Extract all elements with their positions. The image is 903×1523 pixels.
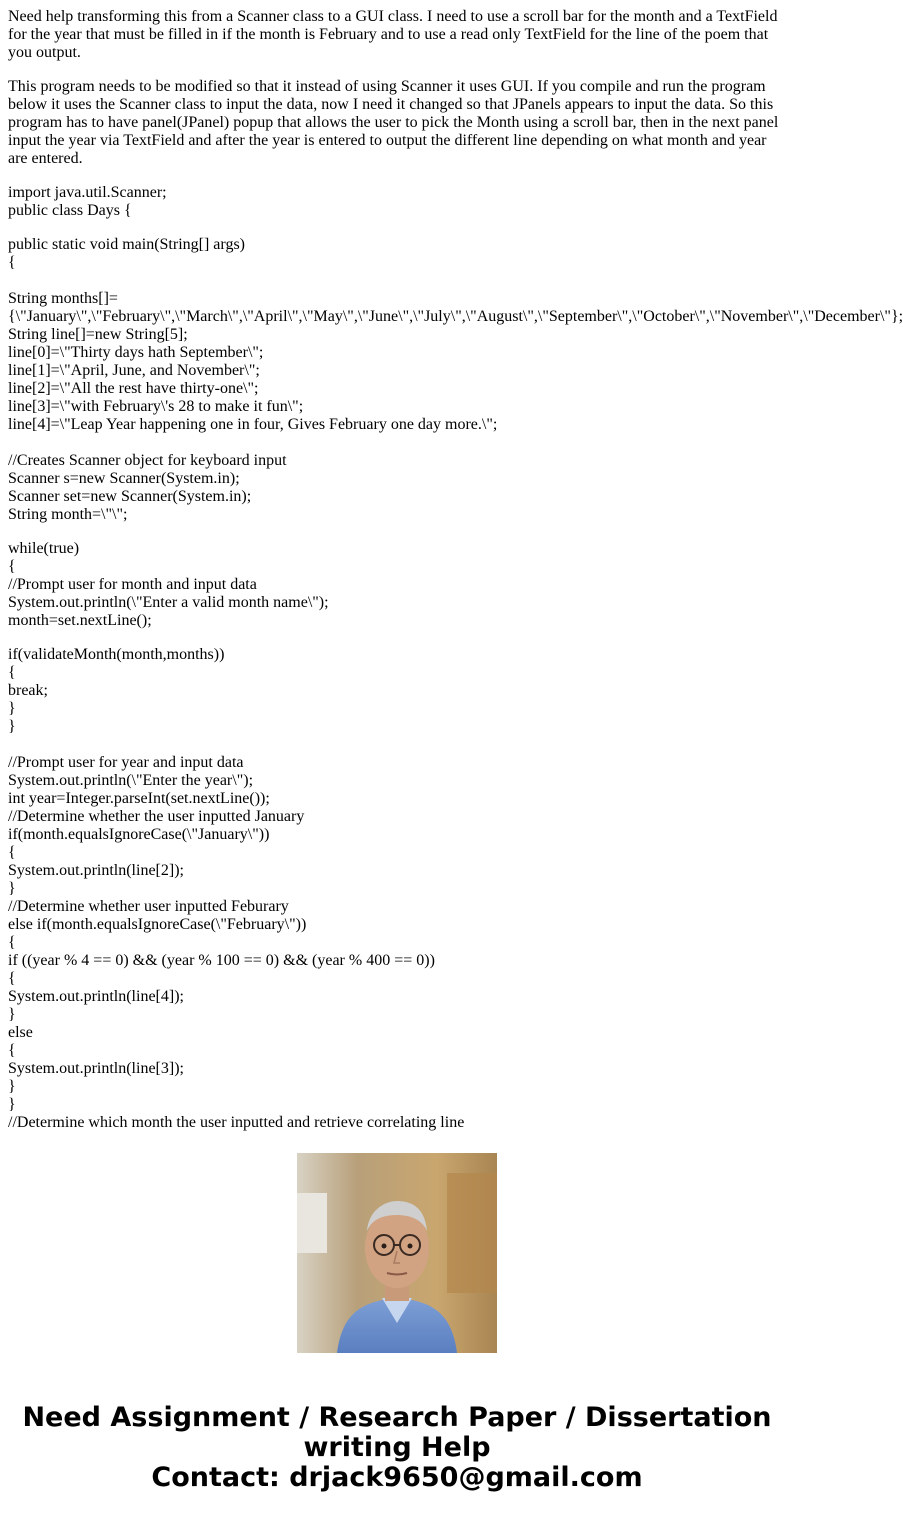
code-line: { — [8, 254, 16, 271]
code-line: { — [8, 558, 16, 575]
code-line: System.out.println(\"Enter the year\"); — [8, 772, 254, 789]
code-line: import java.util.Scanner; — [8, 184, 167, 201]
code-line: } — [8, 880, 16, 897]
code-line: if ((year % 4 == 0) && (year % 100 == 0) && (year % 400 == 0)) — [8, 952, 435, 969]
code-line: public class Days { — [8, 202, 132, 219]
code-line: public static void main(String[] args) — [8, 236, 245, 253]
code-block — [8, 540, 794, 630]
code-line: } — [8, 1078, 16, 1095]
code-line: Scanner s=new Scanner(System.in); — [8, 470, 240, 487]
code-line — [8, 434, 794, 452]
code-line: String month=\"\"; — [8, 506, 128, 523]
contact-banner — [0, 1403, 794, 1493]
code-line: if(month.equalsIgnoreCase(\"January\")) — [8, 826, 270, 843]
code-line: } — [8, 700, 16, 717]
question-content — [8, 0, 903, 1131]
code-line: //Creates Scanner object for keyboard input — [8, 452, 287, 469]
code-line: //Prompt user for year and input data — [8, 754, 244, 771]
code-line: //Determine which month the user inputted and retrieve correlating line — [8, 1114, 465, 1131]
code-line — [8, 272, 794, 290]
code-line: System.out.println(line[3]); — [8, 1060, 184, 1077]
question-details: This program needs to be modified so that it instead of using Scanner it uses GUI. If you compile and run the program below it uses the Scanner class to input the data, now I need it changed so that JPanels appears to input the data. So this program has to have panel(JPanel) popup that allows the user to pick the Month using a scroll bar, then in the next panel input the year via TextField and after the year is entered to output the different line depending on what month and year are entered. — [8, 78, 779, 167]
code-line — [8, 736, 794, 754]
code-line: String line[]=new String[5]; — [8, 326, 188, 343]
banner-line-2: writing Help — [303, 1432, 491, 1463]
code-line: else — [8, 1024, 33, 1041]
code-line: month=set.nextLine(); — [8, 612, 152, 629]
code-line: } — [8, 718, 16, 735]
code-block — [8, 646, 794, 1132]
code-line: while(true) — [8, 540, 80, 557]
code-line: System.out.println(line[2]); — [8, 862, 184, 879]
code-block — [8, 184, 794, 220]
code-line: //Prompt user for month and input data — [8, 576, 257, 593]
code-line: else if(month.equalsIgnoreCase(\"February\")) — [8, 916, 307, 933]
code-block — [8, 236, 903, 524]
question-intro: Need help transforming this from a Scanner class to a GUI class. I need to use a scroll bar for the month and a TextField for the year that must be filled in if the month is February and to use a read only TextField for the line of the poem that you output. — [8, 8, 778, 61]
code-line: break; — [8, 682, 48, 699]
code-line: line[3]=\"with February\'s 28 to make it fun\"; — [8, 398, 304, 415]
code-line: if(validateMonth(month,months)) — [8, 646, 225, 663]
code-line: line[0]=\"Thirty days hath September\"; — [8, 344, 264, 361]
code-line: //Determine whether user inputted Feburary — [8, 898, 289, 915]
code-line: int year=Integer.parseInt(set.nextLine()); — [8, 790, 270, 807]
banner-line-1: Need Assignment / Research Paper / Dissertation — [22, 1402, 772, 1433]
code-line: System.out.println(line[4]); — [8, 988, 184, 1005]
code-line: {\"January\",\"February\",\"March\",\"April\",\"May\",\"June\",\"July\",\"August\",\"September\",\"October\",\"November\",\"December\"}; — [8, 308, 903, 325]
code-listing — [8, 184, 903, 1132]
code-line: System.out.println(\"Enter a valid month name\"); — [8, 594, 329, 611]
code-line: { — [8, 1042, 16, 1059]
code-line: //Determine whether the user inputted January — [8, 808, 305, 825]
code-line: line[4]=\"Leap Year happening one in four, Gives February one day more.\"; — [8, 416, 498, 433]
code-line: { — [8, 934, 16, 951]
code-line: Scanner set=new Scanner(System.in); — [8, 488, 252, 505]
code-line: } — [8, 1006, 16, 1023]
code-line: { — [8, 664, 16, 681]
code-line: { — [8, 970, 16, 987]
code-line: line[2]=\"All the rest have thirty-one\"; — [8, 380, 259, 397]
code-line: String months[]= — [8, 290, 118, 307]
code-line: line[1]=\"April, June, and November\"; — [8, 362, 260, 379]
banner-contact: Contact: drjack9650@gmail.com — [151, 1462, 643, 1493]
avatar — [297, 1153, 497, 1353]
person-photo-icon — [297, 1153, 497, 1353]
code-line: { — [8, 844, 16, 861]
code-line: } — [8, 1096, 16, 1113]
